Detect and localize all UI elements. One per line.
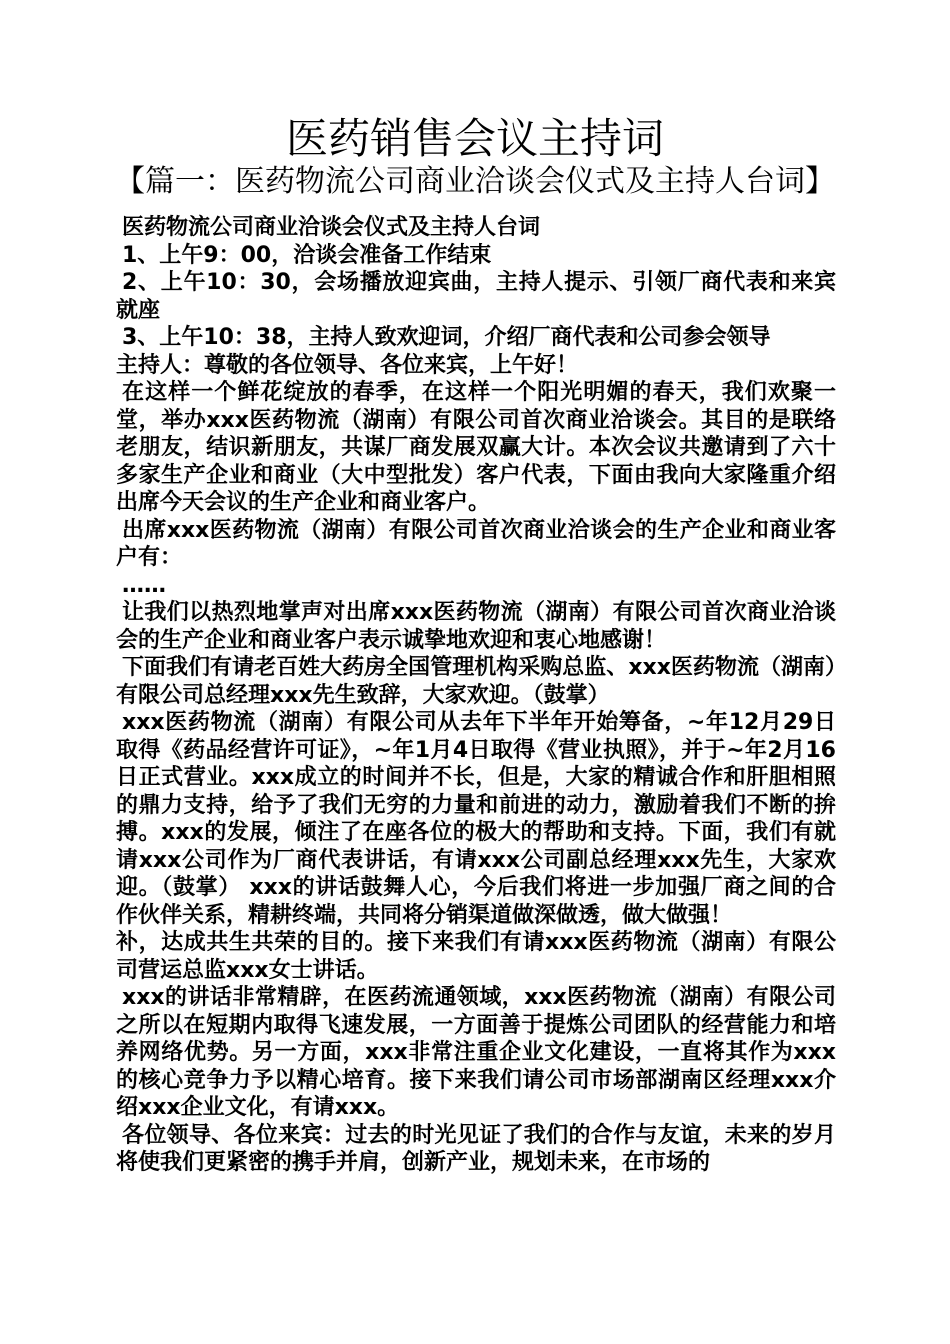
paragraph: xxx医药物流（湖南）有限公司从去年下半年开始筹备，~年12月29日取得《药品经营许可证》，~年1月4日取得《营业执照》，并于~年2月16日正式营业。xxx成立的时间并不长，但是，大家的精诚合作和肝胆相照的鼎力支持，给予了我们无穷的力量和前进的动力，激励着我们不断的拚搏。xxx的发展，倾注了在座各位的极大的帮助和支持。下面，我们有就请xxx公司作为厂商代表讲话，有请xxx公司副总经理xxx先生，大家欢迎。（鼓掌） xxx的讲话鼓舞人心，今后我们将进一步加强厂商之间的合作伙伴关系，精耕终端，共同将分销渠道做深做透，做大做强！ [116, 710, 836, 928]
paragraph: xxx的讲话非常精辟，在医药流通领域，xxx医药物流（湖南）有限公司之所以在短期内取得飞速发展，一方面善于提炼公司团队的经营能力和培养网络优势。另一方面，xxx非常注重企业文化建设，一直将其作为xxx的核心竞争力予以精心培育。接下来我们请公司市场部湖南区经理xxx介绍xxx企业文化，有请xxx。 [116, 985, 836, 1120]
paragraph: …… [122, 572, 166, 598]
paragraph: 补，达成共生共荣的目的。接下来我们有请xxx医药物流（湖南）有限公司营运总监xxx女士讲话。 [116, 930, 836, 983]
paragraph: 1、上午9：00，洽谈会准备工作结束 [122, 242, 492, 268]
paragraph: 2、上午10：30，会场播放迎宾曲，主持人提示、引领厂商代表和来宾就座 [116, 270, 836, 323]
paragraph: 各位领导、各位来宾：过去的时光见证了我们的合作与友谊，未来的岁月将使我们更紧密的携手并肩，创新产业，规划未来，在市场的 [116, 1122, 836, 1175]
document-body [116, 214, 836, 1177]
paragraph: 下面我们有请老百姓大药房全国管理机构采购总监、xxx医药物流（湖南）有限公司总经理xxx先生致辞，大家欢迎。（鼓掌） [116, 655, 836, 708]
document-title: 医药销售会议主持词 [285, 114, 664, 163]
paragraph: 出席xxx医药物流（湖南）有限公司首次商业洽谈会的生产企业和商业客户有： [116, 517, 836, 570]
paragraph: 3、上午10：38，主持人致欢迎词，介绍厂商代表和公司参会领导 [122, 325, 771, 350]
document-subtitle: 【篇一：医药物流公司商业洽谈会仪式及主持人台词】 [115, 164, 835, 199]
paragraph: 主持人：尊敬的各位领导、各位来宾，上午好！ [116, 352, 579, 378]
paragraph: 在这样一个鲜花绽放的春季，在这样一个阳光明媚的春天，我们欢聚一堂，举办xxx医药物流（湖南）有限公司首次商业洽谈会。其目的是联络老朋友，结识新朋友，共谋厂商发展双赢大计。本次会议共邀请到了六十多家生产企业和商业（大中型批发）客户代表，下面由我向大家隆重介绍出席今天会议的生产企业和商业客户。 [116, 380, 836, 515]
paragraph: 让我们以热烈地掌声对出席xxx医药物流（湖南）有限公司首次商业洽谈会的生产企业和商业客户表示诚挚地欢迎和衷心地感谢！ [116, 600, 836, 653]
paragraph: 医药物流公司商业洽谈会仪式及主持人台词 [122, 215, 541, 240]
